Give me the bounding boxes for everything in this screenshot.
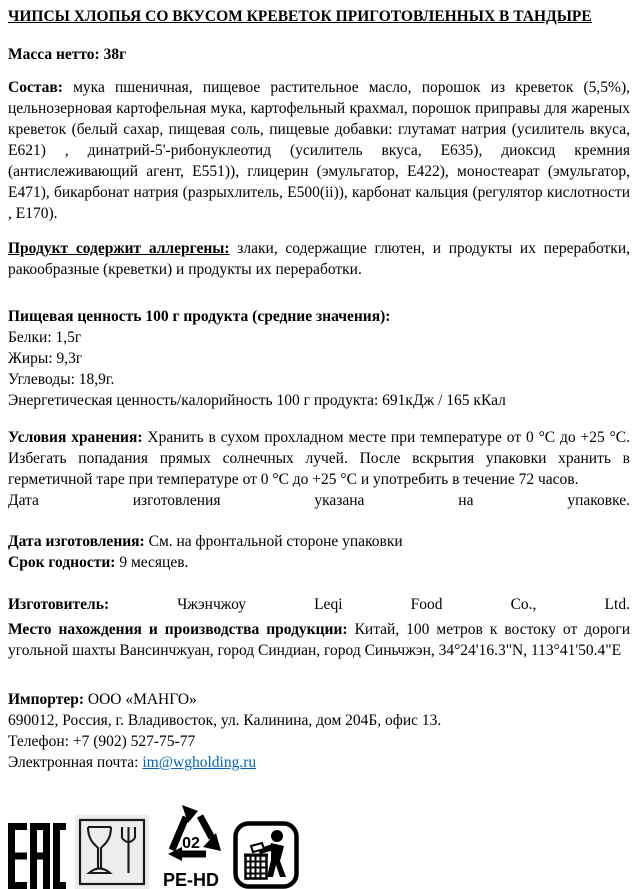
shelf-life-line (8, 552, 630, 573)
importer-section (8, 689, 630, 773)
glass-fork-icon (75, 815, 149, 889)
eac-icon (8, 823, 66, 889)
email-label: Электронная почта: (8, 754, 139, 771)
location-text: Китай, 100 метров к востоку от дороги угольной шахты Вансинчжуан, город Синдиан, город Синьчжэн, 34°24'16.3"N, 113°41'50.4"E (8, 621, 630, 659)
composition-label: Состав: (8, 79, 63, 96)
importer-name: ООО «МАНГО» (87, 691, 197, 708)
nutrition-section (8, 306, 630, 411)
manufacture-date-text: См. на фронтальной стороне упаковки (148, 533, 403, 550)
location-label: Место нахождения и производства продукции: (8, 621, 348, 638)
storage-text: Хранить в сухом прохладном месте при температуре от 0 °С до +25 °С. Избегать попадания прямых солнечных лучей. После вскрытия упаковки хранить в герметичной таре при температуре от 0 °С до +25 °С и употребить в течение 72 часов. (8, 429, 630, 488)
storage-word: изготовления (132, 492, 221, 509)
allergens-text: злаки, содержащие глютен, и продукты их переработки, ракообразные (креветки) и продукты их переработки. (8, 240, 631, 278)
nutrition-carbs: Углеводы: 18,9г. (8, 371, 115, 388)
allergens-label: Продукт содержит аллергены: (8, 240, 230, 257)
shelf-life-label: Срок годности: (8, 554, 116, 571)
storage-word: указана (314, 492, 365, 509)
net-weight-line (8, 44, 630, 65)
nutrition-fat: Жиры: 9,3г (8, 350, 83, 367)
nutrition-energy: Энергетическая ценность/калорийность 100 г продукта: 691кДж / 165 кКал (8, 392, 506, 409)
manufacturer-word: Чжэнчжоу (177, 596, 246, 613)
storage-section (8, 427, 630, 511)
composition-text: мука пшеничная, пищевое растительное масло, порошок из креветок (5,5%), цельнозерновая картофельная мука, картофельный крахмал, порошок приправы для жареных креветок (белый сахар, пищевая соль, пищевые добавки: глутамат натрия (усилитель вкуса, Е621) , динатрий-5'-рибонуклеотид (усилитель вкуса, Е635), диоксид кремния (антислеживающий агент, Е551)), глицерин (эмульгатор, Е422), моностеарат (эмульгатор, Е471), бикарбонат натрия (разрыхлитель, Е500(ii)), карбонат кальция (регулятор кислотности , Е170). (8, 79, 630, 222)
storage-word: Дата (8, 492, 39, 509)
page-title: ЧИПСЫ ХЛОПЬЯ СО ВКУСОМ КРЕВЕТОК ПРИГОТОВЛЕННЫХ В ТАНДЫРЕ (8, 8, 592, 25)
storage-word: на (458, 492, 474, 509)
tidyman-icon (233, 821, 299, 889)
package-symbols-row (8, 803, 630, 889)
nutrition-heading-text: Пищевая ценность 100 г продукта (средние значения): (8, 308, 391, 325)
recycling-material-text: PE-HD (162, 870, 220, 889)
manufacturer-word: Leqi (314, 596, 343, 613)
composition-paragraph (8, 77, 630, 224)
manufacturer-label: Изготовитель: (8, 596, 110, 613)
importer-line (8, 689, 630, 710)
manufacture-date-label: Дата изготовления: (8, 533, 145, 550)
recycling-code-text: 02 (182, 835, 200, 852)
storage-label: Условия хранения: (8, 429, 143, 446)
email-link[interactable]: im@wgholding.ru (142, 754, 257, 771)
manufacturer-word: Food (410, 596, 443, 613)
allergens-paragraph (8, 238, 630, 280)
nutrition-protein: Белки: 1,5г (8, 329, 82, 346)
manufacturer-word: Co., (510, 596, 537, 613)
importer-address: 690012, Россия, г. Владивосток, ул. Калинина, дом 204Б, офис 13. (8, 712, 442, 729)
importer-phone: Телефон: +7 (902) 527-75-77 (8, 733, 196, 750)
dates-section (8, 531, 630, 573)
net-weight-label: Масса нетто: (8, 46, 100, 63)
storage-paragraph (8, 427, 630, 490)
storage-word: упаковке. (567, 492, 630, 509)
nutrition-heading (8, 306, 630, 327)
storage-justified-last-line (8, 490, 630, 511)
recycling-icon (158, 803, 224, 889)
manufacturer-word: Ltd. (604, 596, 630, 613)
manufacture-date-line (8, 531, 630, 552)
location-paragraph (8, 619, 630, 661)
manufacturer-line (8, 594, 630, 615)
importer-email-line (8, 752, 630, 773)
importer-label: Импортер: (8, 691, 84, 708)
net-weight-value: 38г (103, 46, 127, 63)
shelf-life-text: 9 месяцев. (119, 554, 189, 571)
